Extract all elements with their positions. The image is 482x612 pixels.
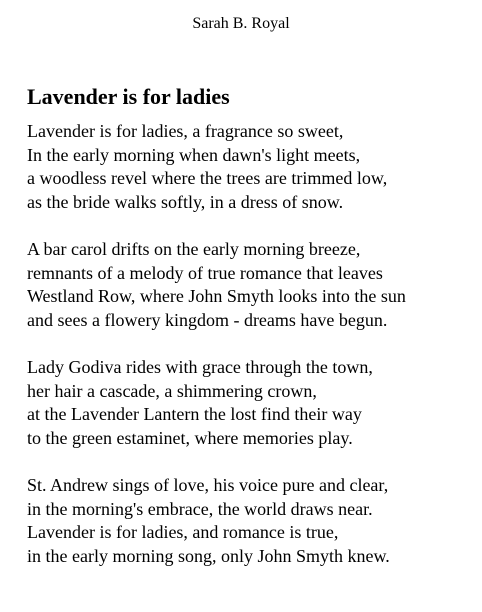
poem-line: remnants of a melody of true romance that leaves — [27, 262, 383, 283]
poem-line: A bar carol drifts on the early morning breeze, — [27, 239, 361, 259]
poem-line: in the morning's embrace, the world draws near. — [27, 498, 373, 519]
poem-title: Lavender is for ladies — [27, 84, 230, 109]
poem-line: as the bride walks softly, in a dress of snow. — [27, 191, 344, 212]
poem-line: a woodless revel where the trees are trimmed low, — [27, 168, 388, 188]
poem-body — [27, 120, 477, 592]
stanza-4 — [27, 474, 477, 568]
stanza-3 — [27, 356, 477, 450]
poem-line: In the early morning when dawn's light meets, — [27, 144, 361, 165]
poem-line: at the Lavender Lantern the lost find their way — [27, 404, 362, 424]
poem-line: and sees a flowery kingdom - dreams have begun. — [27, 309, 388, 330]
poem-line: in the early morning song, only John Smyth knew. — [27, 545, 390, 566]
stanza-2 — [27, 238, 477, 332]
poem-line: her hair a cascade, a shimmering crown, — [27, 380, 317, 401]
poem-line: Lavender is for ladies, a fragrance so sweet, — [27, 121, 344, 141]
stanza-1 — [27, 120, 477, 214]
poem-line: Westland Row, where John Smyth looks into the sun — [27, 286, 406, 306]
poem-line: Lady Godiva rides with grace through the town, — [27, 357, 373, 377]
poem-line: St. Andrew sings of love, his voice pure and clear, — [27, 475, 389, 495]
author-name: Sarah B. Royal — [192, 15, 290, 32]
poem-line: to the green estaminet, where memories play. — [27, 427, 353, 448]
poem-line: Lavender is for ladies, and romance is true, — [27, 522, 339, 542]
